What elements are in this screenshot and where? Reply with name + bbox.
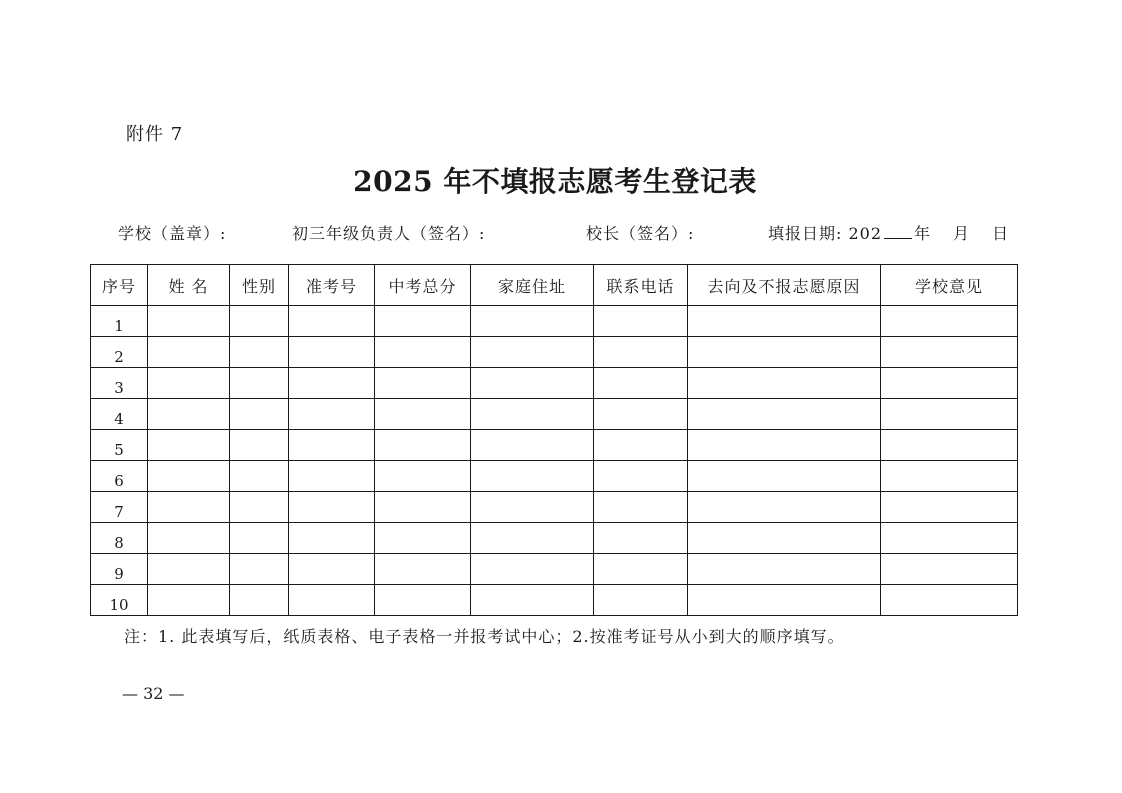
blank-cell[interactable]: [688, 337, 881, 368]
blank-cell[interactable]: [471, 523, 594, 554]
blank-cell[interactable]: [594, 492, 688, 523]
table-row: [91, 430, 1018, 461]
blank-cell[interactable]: [148, 461, 230, 492]
blank-cell[interactable]: [230, 585, 289, 616]
blank-cell[interactable]: [471, 554, 594, 585]
column-header: 去向及不报志愿原因: [688, 265, 881, 306]
blank-cell[interactable]: [375, 523, 471, 554]
fill-date: [768, 221, 1009, 244]
blank-cell[interactable]: [289, 523, 375, 554]
footnote: 注：1. 此表填写后，纸质表格、电子表格一并报考试中心；2.按准考证号从小到大的顺序填写。: [124, 627, 845, 646]
blank-cell[interactable]: [289, 306, 375, 337]
blank-cell[interactable]: [148, 337, 230, 368]
blank-cell[interactable]: [881, 430, 1018, 461]
blank-cell[interactable]: [594, 554, 688, 585]
blank-cell[interactable]: [289, 585, 375, 616]
row-number: 8: [91, 523, 148, 554]
blank-cell[interactable]: [471, 306, 594, 337]
table-row: [91, 554, 1018, 585]
blank-cell[interactable]: [471, 337, 594, 368]
fill-date-label: 填报日期: 202: [768, 224, 883, 243]
blank-cell[interactable]: [375, 337, 471, 368]
page-number: — 32 —: [122, 684, 185, 703]
table-row: [91, 399, 1018, 430]
blank-cell[interactable]: [688, 399, 881, 430]
blank-cell[interactable]: [289, 368, 375, 399]
blank-cell[interactable]: [375, 492, 471, 523]
row-number: 10: [91, 585, 148, 616]
blank-cell[interactable]: [881, 554, 1018, 585]
blank-cell[interactable]: [688, 461, 881, 492]
blank-cell[interactable]: [230, 554, 289, 585]
blank-cell[interactable]: [375, 461, 471, 492]
blank-cell[interactable]: [471, 461, 594, 492]
table-body: [91, 306, 1018, 616]
row-number: 6: [91, 461, 148, 492]
column-header: 准考号: [289, 265, 375, 306]
blank-cell[interactable]: [688, 368, 881, 399]
blank-cell[interactable]: [594, 430, 688, 461]
table-row: [91, 337, 1018, 368]
blank-cell[interactable]: [375, 368, 471, 399]
blank-cell[interactable]: [688, 523, 881, 554]
blank-cell[interactable]: [471, 492, 594, 523]
blank-cell[interactable]: [375, 306, 471, 337]
table-header-row: [91, 265, 1018, 306]
blank-cell[interactable]: [148, 523, 230, 554]
blank-cell[interactable]: [230, 337, 289, 368]
row-number: 3: [91, 368, 148, 399]
blank-cell[interactable]: [230, 523, 289, 554]
page-title: 2025 年不填报志愿考生登记表: [353, 165, 757, 198]
blank-cell[interactable]: [230, 461, 289, 492]
school-stamp-label: 学校（盖章）:: [118, 224, 227, 243]
column-header: 家庭住址: [471, 265, 594, 306]
table-row: [91, 368, 1018, 399]
column-header: 联系电话: [594, 265, 688, 306]
blank-cell[interactable]: [375, 430, 471, 461]
blank-cell[interactable]: [688, 492, 881, 523]
blank-cell[interactable]: [594, 337, 688, 368]
blank-cell[interactable]: [148, 368, 230, 399]
blank-cell[interactable]: [594, 523, 688, 554]
blank-cell[interactable]: [471, 585, 594, 616]
blank-cell[interactable]: [230, 430, 289, 461]
blank-cell[interactable]: [594, 585, 688, 616]
blank-cell[interactable]: [289, 399, 375, 430]
blank-cell[interactable]: [688, 554, 881, 585]
blank-cell[interactable]: [688, 430, 881, 461]
blank-cell[interactable]: [688, 585, 881, 616]
month-label: 月: [953, 224, 971, 243]
blank-cell[interactable]: [688, 306, 881, 337]
blank-cell[interactable]: [471, 430, 594, 461]
signature-info-row: [118, 221, 1018, 245]
blank-cell[interactable]: [594, 306, 688, 337]
attachment-label: 附件 7: [126, 124, 184, 145]
column-header: 中考总分: [375, 265, 471, 306]
row-number: 2: [91, 337, 148, 368]
row-number: 4: [91, 399, 148, 430]
row-number: 5: [91, 430, 148, 461]
row-number: 9: [91, 554, 148, 585]
column-header: 姓 名: [148, 265, 230, 306]
blank-cell[interactable]: [375, 585, 471, 616]
blank-cell[interactable]: [881, 523, 1018, 554]
blank-cell[interactable]: [881, 399, 1018, 430]
blank-cell[interactable]: [881, 461, 1018, 492]
column-header: 学校意见: [881, 265, 1018, 306]
blank-cell[interactable]: [289, 430, 375, 461]
row-number: 1: [91, 306, 148, 337]
blank-cell[interactable]: [230, 399, 289, 430]
blank-cell[interactable]: [375, 554, 471, 585]
table-row: [91, 461, 1018, 492]
table-row: [91, 585, 1018, 616]
blank-cell[interactable]: [289, 461, 375, 492]
blank-cell[interactable]: [148, 585, 230, 616]
blank-cell[interactable]: [594, 368, 688, 399]
day-label: 日: [992, 224, 1010, 243]
blank-cell[interactable]: [148, 554, 230, 585]
blank-cell[interactable]: [289, 337, 375, 368]
year-blank: [884, 222, 912, 239]
registration-table: [90, 264, 1018, 616]
blank-cell[interactable]: [230, 492, 289, 523]
year-label: 年: [914, 224, 932, 243]
blank-cell[interactable]: [594, 461, 688, 492]
blank-cell[interactable]: [881, 306, 1018, 337]
blank-cell[interactable]: [230, 306, 289, 337]
blank-cell[interactable]: [881, 368, 1018, 399]
column-header: 性别: [230, 265, 289, 306]
table-row: [91, 523, 1018, 554]
blank-cell[interactable]: [881, 492, 1018, 523]
blank-cell[interactable]: [148, 306, 230, 337]
column-header: 序号: [91, 265, 148, 306]
blank-cell[interactable]: [471, 399, 594, 430]
blank-cell[interactable]: [881, 585, 1018, 616]
blank-cell[interactable]: [471, 368, 594, 399]
grade-leader-signature-label: 初三年级负责人（签名）:: [292, 224, 486, 243]
blank-cell[interactable]: [289, 492, 375, 523]
table-row: [91, 492, 1018, 523]
blank-cell[interactable]: [148, 399, 230, 430]
row-number: 7: [91, 492, 148, 523]
blank-cell[interactable]: [148, 492, 230, 523]
blank-cell[interactable]: [230, 368, 289, 399]
table-row: [91, 306, 1018, 337]
blank-cell[interactable]: [375, 399, 471, 430]
blank-cell[interactable]: [594, 399, 688, 430]
blank-cell[interactable]: [881, 337, 1018, 368]
blank-cell[interactable]: [289, 554, 375, 585]
principal-signature-label: 校长（签名）:: [586, 224, 695, 243]
blank-cell[interactable]: [148, 430, 230, 461]
